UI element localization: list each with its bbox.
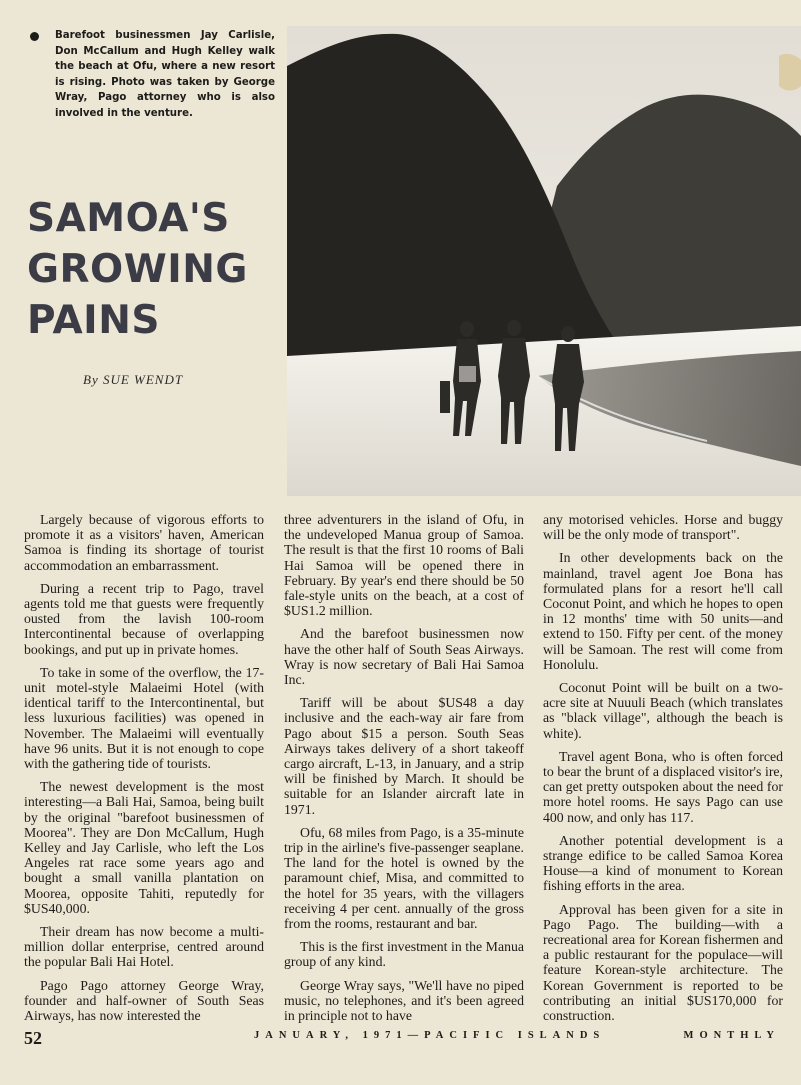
paragraph: Largely because of vigorous efforts to promote it as a visitors' haven, American Samoa is finding its shortage of tourist accommodation an embarrassment. [24,512,264,573]
paragraph: George Wray says, "We'll have no piped music, no telephones, and it's been agreed in principle not to have [284,977,524,1024]
paragraph: Approval has been given for a site in Pago Pago. The building—with a recreational area for Korean fishermen and a public restaurant for the populace—will feature Korean-style architecture. The Korean Government is reported to be contributing an initial $US170,000 for construction. [543,901,783,1024]
byline: By SUE WENDT [83,372,184,387]
paragraph: The newest development is the most interesting—a Bali Hai, Samoa, being built by the original "barefoot businessmen of Moorea". They are Don McCallum, Hugh Kelley and Jay Carlisle, who left the Los Angeles rat race some years ago and bought a small vanilla plantation on Moorea, opposite Tahiti, reputedly for $US40,000. [24,779,264,916]
masthead: JANUARY, 1971—PACIFIC ISLANDS [254,1030,606,1041]
paragraph: any motorised vehicles. Horse and buggy will be the only mode of transport". [543,512,783,543]
title-line-3: PAINS [27,298,160,343]
article-column-3 [543,512,783,1031]
paragraph: Ofu, 68 miles from Pago, is a 35-minute trip in the airline's five-passenger seaplane. The land for the hotel is owned by the paramount chief, Misa, and committed to the hotel for 35 years, with the villagers receiving 4 per cent. annually of the gross from the rooms, restaurant and bar. [284,824,524,932]
title-line-1: SAMOA'S [27,196,230,241]
article-column-2 [284,512,524,1031]
paragraph: To take in some of the overflow, the 17-unit motel-style Malaeimi Hotel (with identical tariff to the Intercontinental, but less luxurious facilities) was opened in November. The Malaeimi will eventually have 96 units. But it is not enough to cope with the gathering tide of tourists. [24,664,264,772]
paragraph: Their dream has now become a multi-million dollar enterprise, centred around the popular Bali Hai Hotel. [24,924,264,970]
paragraph: During a recent trip to Pago, travel agents told me that guests were frequently ousted from the lavish 100-room Intercontinental because of overlapping bookings, and put up in private homes. [24,580,264,657]
title-line-2: GROWING [27,247,248,292]
paragraph: Travel agent Bona, who is often forced to bear the brunt of a displaced visitor's ire, can get pretty outspoken about the need for more hotel rooms. He says Pago can use 400 now, and only has 117. [543,748,783,825]
photo-caption [30,28,275,121]
paragraph: Pago Pago attorney George Wray, founder and half-owner of South Seas Airways, has now interested the [24,977,264,1024]
paragraph: three adventurers in the island of Ofu, in the undeveloped Manua group of Samoa. The result is that the first 10 rooms of Bali Hai Samoa will be opened there in February. By year's end there should be 50 fale-style units on the beach, at a cost of $US1.2 million. [284,512,524,619]
page-footer [24,1026,780,1050]
paragraph: And the barefoot businessmen now have the other half of South Seas Airways. Wray is now secretary of Bali Hai Samoa Inc. [284,626,524,688]
beach-photo [287,26,801,496]
paragraph: In other developments back on the mainland, travel agent Joe Bona has formulated plans for a resort he'll call Coconut Point, and which he hopes to open in 12 months' time with 50 units—and extend to 150. Fifty per cent. of the money will be Samoan. The rest will come from Honolulu. [543,550,783,672]
article-title [27,193,282,346]
paragraph: Coconut Point will be built on a two-acre site at Nuuuli Beach (which translates as "black village", although the beach is white). [543,680,783,741]
bullet-icon [30,32,39,41]
masthead-right: MONTHLY [683,1030,780,1041]
caption-text: Barefoot businessmen Jay Carlisle, Don McCallum and Hugh Kelley walk the beach at Ofu, where a new resort is rising. Photo was taken by George Wray, Pago attorney who is also involved in the venture. [55,30,275,119]
paragraph: Another potential development is a strange edifice to be called Samoa Korea House—a kind of monument to Korean fishing efforts in the area. [543,832,783,894]
article-column-1 [24,512,264,1031]
paragraph: Tariff will be about $US48 a day inclusive and the each-way air fare from Pago about $15 a person. South Seas Airways takes delivery of a short takeoff cargo aircraft, L-13, in January, and a strip will be finished by March. It should be suitable for an Islander aircraft late in 1971. [284,695,524,817]
paragraph: This is the first investment in the Manua group of any kind. [284,939,524,970]
page-number: 52 [24,1027,42,1048]
